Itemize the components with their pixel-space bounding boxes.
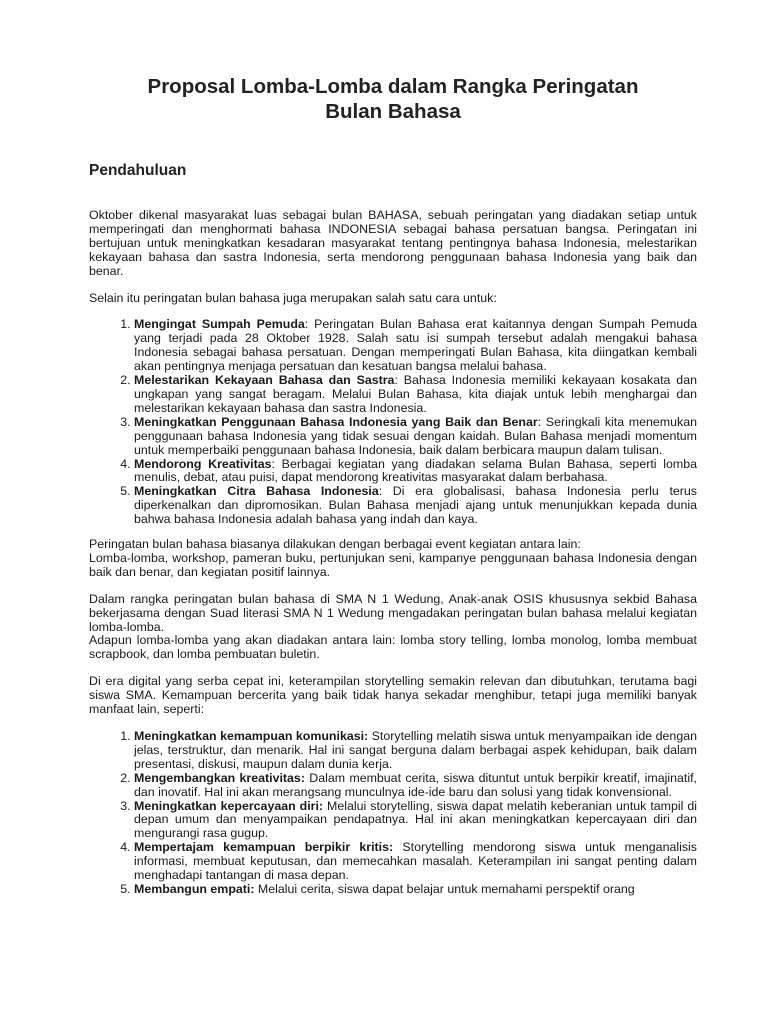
list-item-desc: Melalui cerita, siswa dapat belajar untuk memahami perspektif orang — [254, 881, 635, 896]
list-item-term: Meningkatkan Citra Bahasa Indonesia — [134, 484, 379, 499]
list-item — [134, 841, 697, 883]
paragraph-events-line-1: Peringatan bulan bahasa biasanya dilakukan dengan berbagai event kegiatan antara lain: — [89, 537, 581, 552]
list-item-desc: Dalam membuat cerita, siswa dituntut untuk berpikir kreatif, imajinatif, dan inovatif. Hal ini akan merangsang munculnya ide-ide baru dan solusi yang tidak konvensional. — [134, 770, 697, 799]
list-item — [134, 730, 697, 772]
list-item — [134, 416, 697, 458]
list-item-term: Mendorong Kreativitas — [134, 456, 272, 471]
list-item — [134, 883, 697, 897]
list-item-desc: Melalui storytelling, siswa dapat melatih keberanian untuk tampil di depan umum dan menyampaikan pendapatnya. Hal ini akan meningkatkan kepercayaan diri dan mengurangi rasa gugup. — [134, 798, 697, 841]
list-item-desc: : Berbagai kegiatan yang diadakan selama Bulan Bahasa, seperti lomba menulis, debat, atau puisi, dapat mendorong kreativitas masyarakat dalam berbahasa. — [134, 456, 697, 485]
purpose-list — [89, 318, 697, 527]
document-title — [89, 74, 697, 124]
list-item-desc: : Di era globalisasi, bahasa Indonesia perlu terus diperkenalkan dan dipromosikan. Bulan Bahasa menjadi ajang untuk menunjukkan kepada dunia bahwa bahasa Indonesia adalah bahasa yang indah dan kaya. — [134, 484, 698, 527]
paragraph-sma-line-1: Dalam rangka peringatan bulan bahasa di SMA N 1 Wedung, Anak-anak OSIS khususnya sekbid Bahasa bekerjasama dengan Suad literasi SMA N 1 Wedung mengadakan peringatan bulan bahasa melalui kegiatan lomba-lomba. — [89, 591, 697, 634]
paragraph-sma — [89, 593, 697, 663]
list-item-term: Meningkatkan kepercayaan diri: — [134, 798, 324, 813]
document-page — [89, 74, 697, 897]
list-item — [134, 374, 697, 416]
list-item — [134, 800, 697, 842]
paragraph-list-intro: Selain itu peringatan bulan bahasa juga merupakan salah satu cara untuk: — [89, 290, 497, 305]
benefit-list — [89, 730, 697, 897]
list-item-term: Melestarikan Kekayaan Bahasa dan Sastra — [134, 373, 395, 388]
list-item-term: Mengembangkan kreativitas: — [134, 770, 305, 785]
list-item — [134, 485, 697, 527]
list-item-desc: : Seringkali kita menemukan penggunaan bahasa Indonesia yang tidak sesuai dengan kaidah. Bulan Bahasa menjadi momentum untuk memperbaiki penggunaan bahasa Indonesia, baik dalam berbicara maupun dalam tulisan. — [134, 414, 697, 457]
list-item-desc: : Peringatan Bulan Bahasa erat kaitannya dengan Sumpah Pemuda yang terjadi pada 28 Oktober 1928. Salah satu isi sumpah tersebut adalah mengakui bahasa Indonesia sebagai bahasa persatuan. Dengan memperingati Bulan Bahasa, kita diingatkan kembali akan pentingnya menjaga persatuan dan kesatuan bangsa melalui bahasa. — [134, 317, 697, 374]
list-item-desc: : Bahasa Indonesia memiliki kekayaan kosakata dan ungkapan yang sangat beragam. Melalui Bulan Bahasa, kita diajak untuk lebih menghargai dan melestarikan kekayaan bahasa dan sastra Indonesia. — [134, 373, 697, 415]
list-item-desc: Storytelling melatih siswa untuk menyampaikan ide dengan jelas, terstruktur, dan menarik. Hal ini sangat berguna dalam berbagai aspek kehidupan, baik dalam presentasi, diskusi, maupun dalam dunia kerja. — [134, 729, 697, 771]
paragraph-events — [89, 538, 697, 580]
title-line-2: Bulan Bahasa — [325, 100, 461, 123]
list-item — [134, 772, 697, 800]
paragraph-sma-line-2: Adapun lomba-lomba yang akan diadakan antara lain: lomba story telling, lomba monolog, lomba membuat scrapbook, dan lomba pembuatan buletin. — [89, 633, 697, 662]
list-item-term: Mempertajam kemampuan berpikir kritis: — [134, 840, 394, 855]
list-item — [134, 458, 697, 486]
paragraph-intro: Oktober dikenal masyarakat luas sebagai bulan BAHASA, sebuah peringatan yang diadakan setiap untuk memperingati dan menghormati bahasa INDONESIA sebagai bahasa persatuan bangsa. Peringatan ini bertujuan untuk meningkatkan kesadaran masyarakat tentang pentingnya bahasa Indonesia, melestarikan kekayaan bahasa dan sastra Indonesia, serta mendorong penggunaan bahasa Indonesia yang baik dan benar. — [89, 208, 697, 278]
list-item-term: Meningkatkan kemampuan komunikasi: — [134, 729, 369, 743]
list-item-term: Meningkatkan Penggunaan Bahasa Indonesia yang Baik dan Benar — [134, 414, 538, 429]
list-item-term: Mengingat Sumpah Pemuda — [134, 317, 305, 332]
section-heading-pendahuluan: Pendahuluan — [89, 162, 187, 179]
list-item — [134, 318, 697, 374]
list-item-desc: Storytelling mendorong siswa untuk menganalisis informasi, membuat keputusan, dan memecahkan masalah. Keterampilan ini sangat penting dalam menghadapi tantangan di masa depan. — [134, 840, 697, 883]
paragraph-events-line-2: Lomba-lomba, workshop, pameran buku, pertunjukan seni, kampanye penggunaan bahasa Indonesia dengan baik dan benar, dan kegiatan positif lainnya. — [89, 550, 697, 579]
paragraph-storytelling: Di era digital yang serba cepat ini, keterampilan storytelling semakin relevan dan dibutuhkan, terutama bagi siswa SMA. Kemampuan bercerita yang baik tidak hanya sekadar menghibur, tetapi juga memiliki banyak manfaat lain, seperti: — [89, 674, 697, 717]
list-item-term: Membangun empati: — [134, 881, 255, 896]
title-line-1: Proposal Lomba-Lomba dalam Rangka Peringatan — [147, 75, 639, 98]
